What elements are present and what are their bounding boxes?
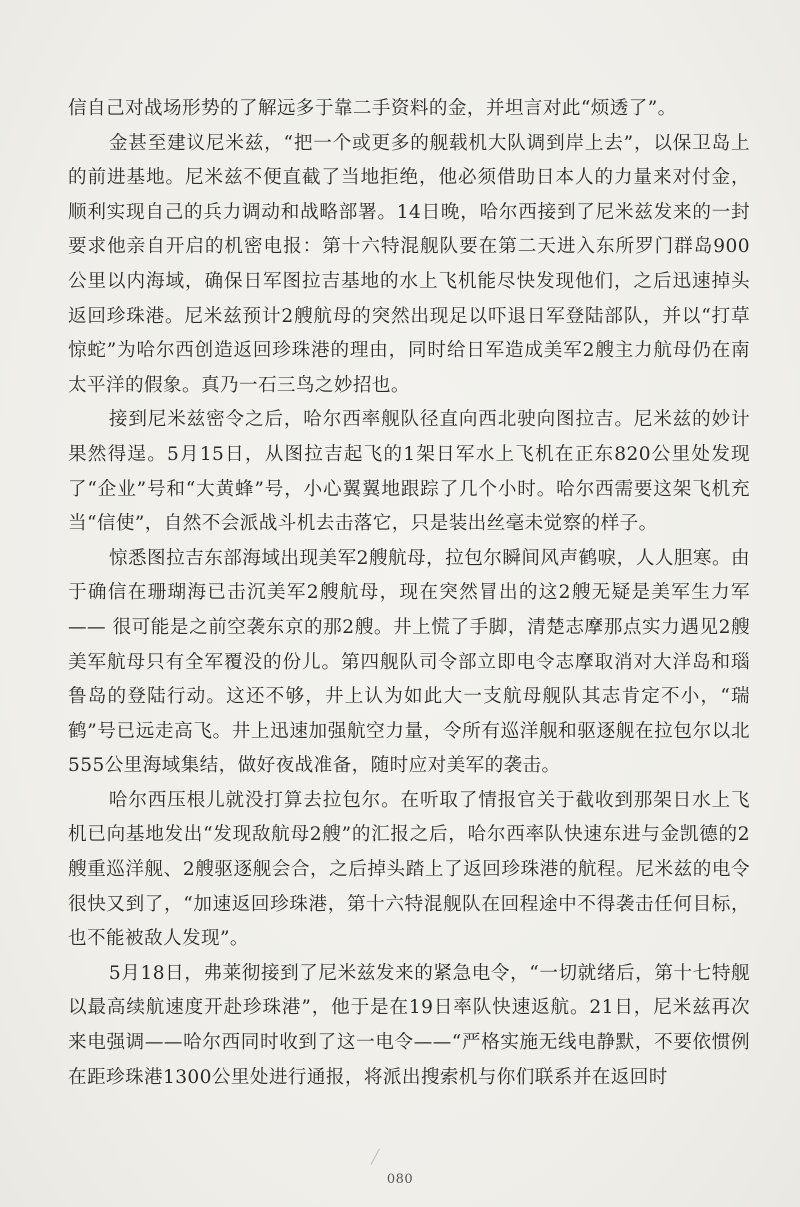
paragraph: 金甚至建议尼米兹，“把一个或更多的舰载机大队调到岸上去”，以保卫岛上的前进基地。尼米兹不便直截了当地拒绝，他必须借助日本人的力量来对付金，顺利实现自己的兵力调动和战略部署。14日晚，哈尔西接到了尼米兹发来的一封要求他亲自开启的机密电报：第十六特混舰队要在第二天进入东所罗门群岛900公里以内海域，确保日军图拉吉基地的水上飞机能尽快发现他们，之后迅速掉头返回珍珠港。尼米兹预计2艘航母的突然出现足以吓退日军登陆部队，并以“打草惊蛇”为哈尔西创造返回珍珠港的理由，同时给日军造成美军2艘主力航母仍在南太平洋的假象。真乃一石三鸟之妙招也。 bbox=[68, 132, 750, 396]
paragraph: 惊悉图拉吉东部海域出现美军2艘航母，拉包尔瞬间风声鹤唳，人人胆寒。由于确信在珊瑚海已击沉美军2艘航母，现在突然冒出的这2艘无疑是美军生力军—— 很可能是之前空袭东京的那2艘。井上慌了手脚，清楚志摩那点实力遇见2艘美军航母只有全军覆没的份儿。第四舰队司令部立即电令志摩取消对大洋岛和瑙鲁岛的登陆行动。这还不够，井上认为如此大一支航母舰队其志肯定不小，“瑞鹤”号已远走高飞。井上迅速加强航空力量，令所有巡洋舰和驱逐舰在拉包尔以北555公里海域集结，做好夜战准备，随时应对美军的袭击。 bbox=[68, 547, 750, 777]
paragraph-continued: 信自己对战场形势的了解远多于靠二手资料的金，并坦言对此“烦透了”。 bbox=[68, 98, 677, 119]
page-number: 080 bbox=[0, 1172, 800, 1187]
paragraph: 接到尼米兹密令之后，哈尔西率舰队径直向西北驶向图拉吉。尼米兹的妙计果然得逞。5月15日，从图拉吉起飞的1架日军水上飞机在正东820公里处发现了“企业”号和“大黄蜂”号，小心翼翼地跟踪了几个小时。哈尔西需要这架飞机充当“信使”，自然不会派战斗机去击落它，只是装出丝毫未觉察的样子。 bbox=[68, 409, 750, 535]
paragraph: 5月18日，弗莱彻接到了尼米兹发来的紧急电令，“一切就绪后，第十七特舰以最高续航速度开赴珍珠港”，他于是在19日率队快速返航。21日，尼米兹再次来电强调——哈尔西同时收到了这一电令——“严格实施无线电静默，不要依惯例在距珍珠港1300公里处进行通报，将派出搜索机与你们联系并在返回时 bbox=[68, 962, 750, 1088]
body-text bbox=[68, 92, 750, 1095]
paragraph: 哈尔西压根儿就没打算去拉包尔。在听取了情报官关于截收到那架日水上飞机已向基地发出“发现敌航母2艘”的汇报之后，哈尔西率队快速东进与金凯德的2艘重巡洋舰、2艘驱逐舰会合，之后掉头踏上了返回珍珠港的航程。尼米兹的电令很快又到了，“加速返回珍珠港，第十六特混舰队在回程途中不得袭击任何目标，也不能被敌人发现”。 bbox=[68, 789, 750, 950]
